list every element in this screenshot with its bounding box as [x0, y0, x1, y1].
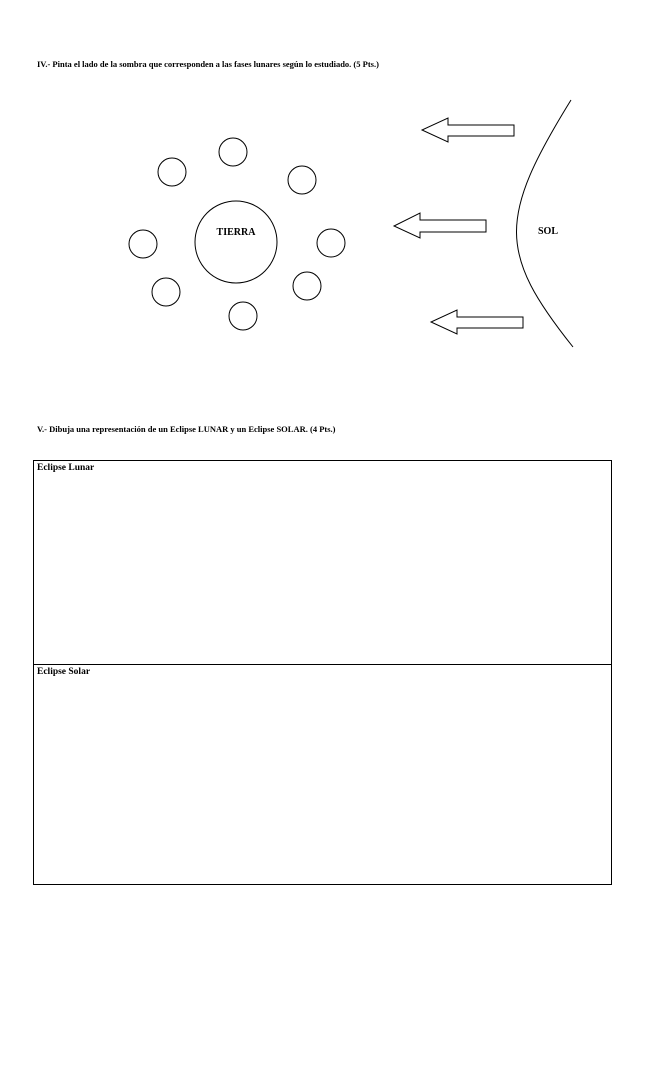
solar-eclipse-label: Eclipse Solar: [37, 667, 91, 677]
sun-label: SOL: [538, 226, 559, 237]
moon-circle: [129, 230, 157, 258]
moon-circle: [219, 138, 247, 166]
lunar-eclipse-label: Eclipse Lunar: [37, 463, 95, 473]
earth-label: TIERRA: [216, 227, 256, 238]
earth-circle: [195, 201, 277, 283]
moon-circle: [152, 278, 180, 306]
sunlight-arrow: [394, 213, 486, 238]
moon-circle: [317, 229, 345, 257]
solar-eclipse-drawing-box[interactable]: [33, 664, 612, 885]
lunar-eclipse-drawing-box[interactable]: [33, 460, 612, 665]
moon-circle: [158, 158, 186, 186]
section-v-instruction: V.- Dibuja una representación de un Eclipse LUNAR y un Eclipse SOLAR. (4 Pts.): [37, 424, 336, 434]
moon-phases-diagram: [0, 0, 650, 400]
section-iv-instruction: IV.- Pinta el lado de la sombra que corresponden a las fases lunares según lo estudiado. (5 Pts.): [37, 59, 379, 69]
moon-circle: [229, 302, 257, 330]
sun-edge-curve: [516, 100, 573, 347]
sunlight-arrow: [431, 310, 523, 334]
moon-circle: [288, 166, 316, 194]
sunlight-arrow: [422, 118, 514, 142]
moon-circle: [293, 272, 321, 300]
